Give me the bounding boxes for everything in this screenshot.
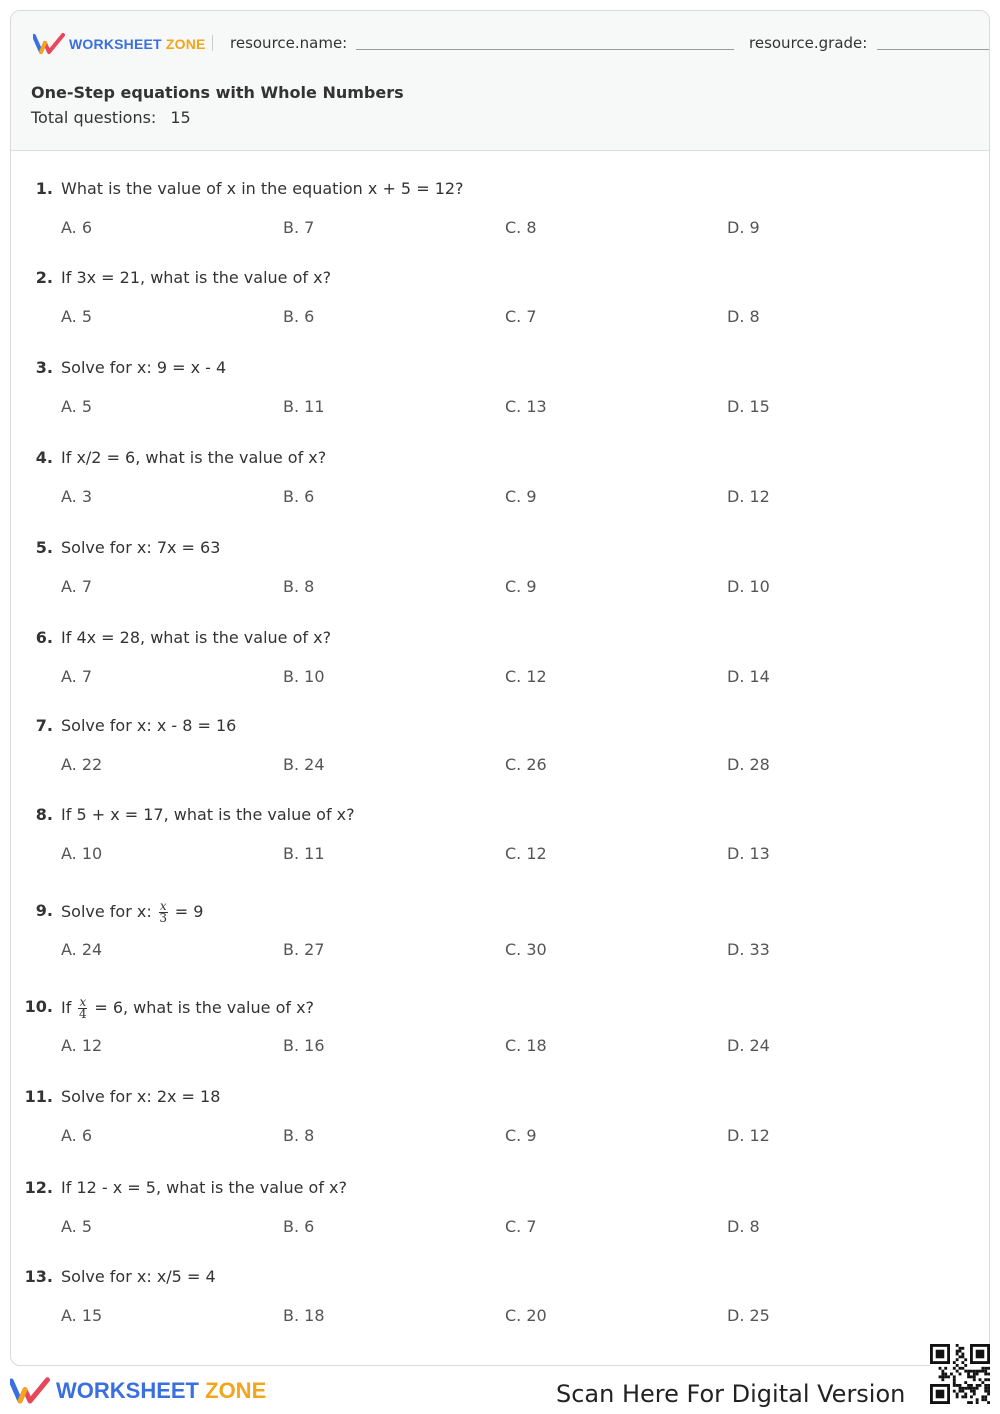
answer-option[interactable]: C. 12	[505, 667, 547, 686]
answer-option[interactable]: A. 22	[61, 755, 103, 774]
footer-brand-word-right: ZONE	[205, 1378, 267, 1403]
question-text: Solve for x: x/5 = 4	[61, 1267, 216, 1286]
answer-option[interactable]: B. 11	[283, 397, 325, 416]
answer-option[interactable]: D. 8	[727, 307, 760, 326]
answer-option[interactable]: D. 25	[727, 1306, 770, 1325]
answer-option[interactable]: A. 5	[61, 307, 93, 326]
answer-option[interactable]: C. 7	[505, 307, 537, 326]
answer-option[interactable]: D. 9	[727, 218, 760, 237]
answer-option[interactable]: B. 24	[283, 755, 325, 774]
question-number: 12.	[24, 1178, 53, 1197]
answer-option[interactable]: B. 11	[283, 844, 325, 863]
answer-option[interactable]: C. 9	[505, 1126, 537, 1145]
fraction-denominator: 3	[159, 911, 168, 925]
question-number: 6.	[35, 628, 53, 647]
answer-option[interactable]: D. 15	[727, 397, 770, 416]
question-number: 1.	[35, 179, 53, 198]
question-text: If 5 + x = 17, what is the value of x?	[61, 805, 355, 824]
worksheet-zone-logo-icon	[33, 33, 65, 55]
scan-digital-version-text: Scan Here For Digital Version	[556, 1380, 906, 1408]
total-questions	[31, 108, 191, 127]
resource-grade-label: resource.grade:	[749, 34, 868, 52]
answer-option[interactable]: C. 18	[505, 1036, 547, 1055]
answer-option[interactable]: A. 6	[61, 218, 93, 237]
total-questions-label: Total questions:	[31, 108, 157, 127]
resource-name-field[interactable]	[356, 49, 734, 50]
answer-option[interactable]: B. 6	[283, 487, 315, 506]
question-text-after: = 9	[174, 902, 204, 921]
answer-option[interactable]: D. 13	[727, 844, 770, 863]
fraction-numerator: x	[79, 995, 87, 1009]
total-questions-value: 15	[170, 108, 191, 127]
question-text-before: If	[61, 998, 72, 1017]
question-text: If 3x = 21, what is the value of x?	[61, 268, 332, 287]
header-divider	[212, 35, 213, 51]
answer-option[interactable]: C. 7	[505, 1217, 537, 1236]
qr-code-icon[interactable]	[930, 1344, 990, 1404]
answer-option[interactable]: B. 8	[283, 1126, 315, 1145]
question-text: What is the value of x in the equation x + 5 = 12?	[61, 179, 464, 198]
question-number: 8.	[35, 805, 53, 824]
answer-option[interactable]: C. 8	[505, 218, 537, 237]
question-text: If 12 - x = 5, what is the value of x?	[61, 1178, 347, 1197]
answer-option[interactable]: D. 28	[727, 755, 770, 774]
answer-option[interactable]: C. 9	[505, 487, 537, 506]
brand-word-right: ZONE	[165, 36, 206, 52]
footer-brand-logo	[10, 1376, 266, 1406]
fraction-numerator: x	[159, 899, 167, 913]
fraction	[78, 997, 87, 1020]
question-text: Solve for x: x - 8 = 16	[61, 716, 237, 735]
question-number: 9.	[35, 901, 53, 920]
question-text: Solve for x: 2x = 18	[61, 1087, 221, 1106]
answer-option[interactable]: A. 10	[61, 844, 103, 863]
answer-option[interactable]: C. 12	[505, 844, 547, 863]
question-text: Solve for x: 9 = x - 4	[61, 358, 227, 377]
answer-option[interactable]: B. 8	[283, 577, 315, 596]
answer-option[interactable]: A. 24	[61, 940, 103, 959]
question-number: 5.	[35, 538, 53, 557]
question-text-before: Solve for x:	[61, 902, 152, 921]
answer-option[interactable]: A. 7	[61, 577, 93, 596]
answer-option[interactable]: C. 30	[505, 940, 547, 959]
question-text: Solve for x: 7x = 63	[61, 538, 221, 557]
answer-option[interactable]: B. 7	[283, 218, 315, 237]
answer-option[interactable]: A. 5	[61, 397, 93, 416]
answer-option[interactable]: D. 12	[727, 487, 770, 506]
answer-option[interactable]: B. 6	[283, 1217, 315, 1236]
question-text: If 4x = 28, what is the value of x?	[61, 628, 332, 647]
worksheet-sheet	[10, 10, 990, 1366]
question-text-after: = 6, what is the value of x?	[94, 998, 315, 1017]
answer-option[interactable]: C. 26	[505, 755, 547, 774]
question-text: If x/2 = 6, what is the value of x?	[61, 448, 327, 467]
answer-option[interactable]: B. 6	[283, 307, 315, 326]
question-number: 13.	[24, 1267, 53, 1286]
answer-option[interactable]: A. 15	[61, 1306, 103, 1325]
answer-option[interactable]: A. 5	[61, 1217, 93, 1236]
answer-option[interactable]: B. 16	[283, 1036, 325, 1055]
footer-brand-word-left: WORKSHEET	[56, 1378, 199, 1403]
question-text	[61, 997, 314, 1020]
question-text	[61, 901, 203, 924]
question-number: 10.	[24, 997, 53, 1016]
answer-option[interactable]: C. 13	[505, 397, 547, 416]
answer-option[interactable]: A. 12	[61, 1036, 103, 1055]
answer-option[interactable]: A. 3	[61, 487, 93, 506]
resource-grade-field[interactable]	[877, 49, 990, 50]
worksheet-title: One-Step equations with Whole Numbers	[31, 83, 404, 102]
answer-option[interactable]: A. 6	[61, 1126, 93, 1145]
resource-name-label: resource.name:	[230, 34, 348, 52]
footer-brand-wordmark	[56, 1378, 266, 1404]
answer-option[interactable]: D. 33	[727, 940, 770, 959]
answer-option[interactable]: D. 12	[727, 1126, 770, 1145]
question-number: 11.	[24, 1087, 53, 1106]
worksheet-header	[11, 11, 989, 151]
question-number: 4.	[35, 448, 53, 467]
answer-option[interactable]: D. 14	[727, 667, 770, 686]
brand-wordmark	[69, 36, 206, 52]
answer-option[interactable]: B. 27	[283, 940, 325, 959]
answer-option[interactable]: D. 8	[727, 1217, 760, 1236]
answer-option[interactable]: A. 7	[61, 667, 93, 686]
brand-logo	[33, 33, 206, 55]
brand-word-left: WORKSHEET	[69, 36, 162, 52]
fraction-denominator: 4	[79, 1007, 87, 1021]
answer-option[interactable]: C. 9	[505, 577, 537, 596]
question-number: 3.	[35, 358, 53, 377]
question-number: 7.	[35, 716, 53, 735]
footer-worksheet-zone-logo-icon	[10, 1376, 50, 1406]
fraction	[159, 901, 168, 924]
answer-option[interactable]: D. 24	[727, 1036, 770, 1055]
answer-option[interactable]: B. 10	[283, 667, 325, 686]
answer-option[interactable]: D. 10	[727, 577, 770, 596]
answer-option[interactable]: B. 18	[283, 1306, 325, 1325]
answer-option[interactable]: C. 20	[505, 1306, 547, 1325]
question-number: 2.	[35, 268, 53, 287]
